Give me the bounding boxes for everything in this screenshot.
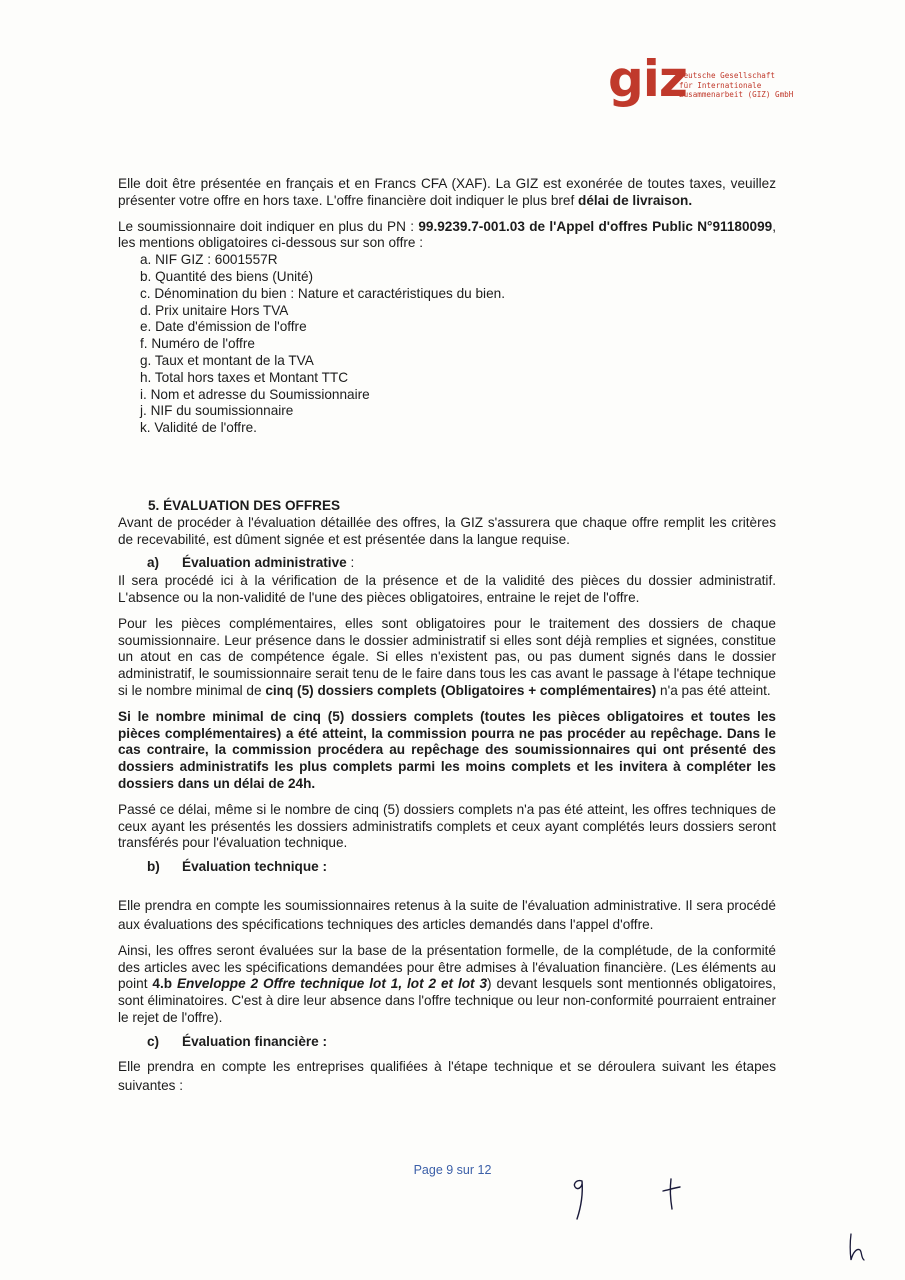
paragraph <box>118 616 776 700</box>
organization-line: für Internationale <box>679 80 762 90</box>
paragraph: Passé ce délai, même si le nombre de cinq (5) dossiers complets n'a pas été atteint, les offres techniques de ceux ayant les présentés les dossiers administratifs complets et ceux ayant complétés leurs dossiers seront transférés pour l'évaluation technique. <box>118 801 776 851</box>
subsection-title: Évaluation technique : <box>182 859 328 875</box>
tender-reference: 99.9239.7-001.03 de l'Appel d'offres Public N°91180099 <box>418 218 773 234</box>
list-item: e. Date d'émission de l'offre <box>140 319 307 335</box>
section-intro: Avant de procéder à l'évaluation détaillée des offres, la GIZ s'assurera que chaque offre remplit les critères de recevabilité, est dûment signée et est présentée dans la langue requise. <box>118 514 776 547</box>
handwritten-mark <box>845 1232 871 1264</box>
list-item: h. Total hors taxes et Montant TTC <box>140 369 349 385</box>
list-item: k. Validité de l'offre. <box>140 420 257 436</box>
subsection-title-suffix: : <box>346 555 355 571</box>
paragraph: Elle prendra en compte les soumissionnaires retenus à la suite de l'évaluation administrative. Il sera procédé aux évaluations des spécifications techniques des articles demandés dans l'appel d'offre. <box>118 897 776 932</box>
list-item: c. Dénomination du bien : Nature et caractéristiques du bien. <box>140 285 505 301</box>
intro-text: Le soumissionnaire doit indiquer en plus du PN : <box>118 218 419 234</box>
subsection-heading-financial <box>147 1034 776 1051</box>
mandatory-mentions-list <box>140 252 776 437</box>
paragraph-text: ) devant lesquels sont mentionnés obligatoires, sont éliminatoires. C'est à dire leur absence dans l'offre technique ou leur non-conformité pourraient entrainer le rejet de l'offre). <box>118 976 776 1026</box>
list-item: b. Quantité des biens (Unité) <box>140 268 314 284</box>
page-number: Page 9 sur 12 <box>413 1163 492 1177</box>
paragraph-text: Pour les pièces complémentaires, elles sont obligatoires pour le traitement des dossiers de chaque soumissionnaire. Leur présence dans le dossier administratif si elles sont déjà remplies et signées, constitue un atout en cas de compétence égale. Si elles n'existent pas, ou pas dument signés dans le dossier administratif, le soumissionnaire serait tenu de le faire dans tous les cas avant le passage à l'étape technique si le nombre minimal de <box>118 615 776 698</box>
subsection-label: c) <box>147 1033 160 1049</box>
subsection-label: a) <box>147 555 160 571</box>
subsection-label: b) <box>147 859 160 875</box>
intro-text: Elle doit être présentée en français et en Francs CFA (XAF). La GIZ est exonérée de toutes taxes, veuillez présenter votre offre en hors taxe. L'offre financière doit indiquer le plus bref <box>118 176 776 208</box>
organization-line: Zusammenarbeit (GIZ) GmbH <box>679 90 794 99</box>
section-heading: 5. ÉVALUATION DES OFFRES <box>148 497 341 513</box>
paragraph-bold-text: 4.b <box>152 976 177 992</box>
list-item: g. Taux et montant de la TVA <box>140 352 314 368</box>
intro-bold-text: délai de livraison. <box>578 192 693 208</box>
intro-paragraph-language <box>118 176 776 210</box>
subsection-title: Évaluation administrative <box>182 555 347 571</box>
organization-name <box>679 71 793 100</box>
paragraph: Il sera procédé ici à la vérification de la présence et de la validité des pièces du dossier administratif. L'absence ou la non-validité de l'une des pièces obligatoires, entraine le rejet de l'offre. <box>118 573 776 605</box>
giz-logo-mark: giz <box>608 50 688 108</box>
paragraph-text: n'a pas été atteint. <box>656 682 771 698</box>
list-item: j. NIF du soumissionnaire <box>140 403 294 419</box>
paragraph-text: Ainsi, les offres seront évaluées sur la base de la présentation formelle, de la complétude, de la conformité des articles avec les spécifications demandées pour être admises à l'évaluation financière. (Les éléments au point <box>118 942 776 992</box>
subsection-title: Évaluation financière : <box>182 1033 328 1049</box>
giz-logo <box>608 50 808 114</box>
list-item: f. Numéro de l'offre <box>140 336 255 352</box>
organization-line: Deutsche Gesellschaft <box>679 71 776 80</box>
paragraph-bold: Si le nombre minimal de cinq (5) dossiers complets (toutes les pièces obligatoires et toutes les pièces complémentaires) a été atteint, la commission pourra ne pas procéder au repêchage. Dans le cas contraire, la commission procédera au repêchage des soumissionnaires qui ont présenté des dossiers administratifs les plus complets parmi les moins complets et les invitera à compléter les dossiers dans un délai de 24h. <box>118 708 776 791</box>
paragraph-bold-text: cinq (5) dossiers complets (Obligatoires + complémentaires) <box>265 682 657 698</box>
paragraph-bold-italic-text: Enveloppe 2 Offre technique lot 1, lot 2 et lot 3 <box>176 976 488 992</box>
document-body <box>118 176 776 1095</box>
list-item: d. Prix unitaire Hors TVA <box>140 302 289 318</box>
list-item: a. NIF GIZ : 6001557R <box>140 252 278 268</box>
list-item: i. Nom et adresse du Soumissionnaire <box>140 386 370 402</box>
handwritten-initials <box>566 1175 716 1227</box>
paragraph: Elle prendra en compte les entreprises qualifiées à l'étape technique et se déroulera suivant les étapes suivantes : <box>118 1058 776 1093</box>
paragraph <box>118 943 776 1027</box>
subsection-heading-technical <box>147 859 776 876</box>
subsection-heading-administrative <box>147 555 776 572</box>
intro-text: , les mentions obligatoires ci-dessous sur son offre : <box>118 218 776 251</box>
intro-paragraph-mentions <box>118 219 776 253</box>
